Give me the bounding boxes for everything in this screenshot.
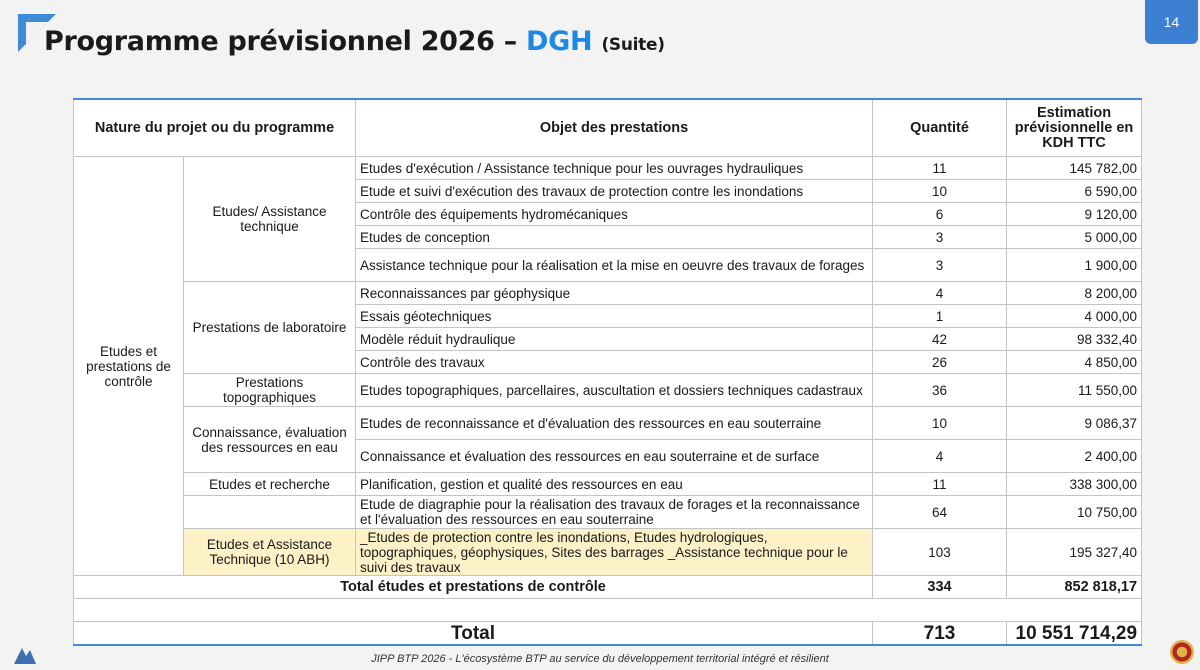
subtotal-row [74, 576, 1142, 599]
qty-cell: 1 [873, 305, 1007, 328]
estimation-cell: 9 120,00 [1007, 203, 1142, 226]
qty-cell: 103 [873, 529, 1007, 576]
group-cell: Prestations topographiques [184, 374, 356, 407]
objet-cell: Assistance technique pour la réalisation et la mise en oeuvre des travaux de forages [356, 249, 873, 282]
program-table [73, 98, 1142, 646]
subtotal-qty: 334 [873, 576, 1007, 599]
header-estimation: Estimation prévisionnelle en KDH TTC [1007, 99, 1142, 157]
estimation-cell: 1 900,00 [1007, 249, 1142, 282]
subtotal-estimation: 852 818,17 [1007, 576, 1142, 599]
spacer-row [74, 599, 1142, 622]
table-header-row [74, 99, 1142, 157]
objet-cell: Etudes de conception [356, 226, 873, 249]
qty-cell: 10 [873, 407, 1007, 440]
estimation-cell: 8 200,00 [1007, 282, 1142, 305]
qty-cell: 42 [873, 328, 1007, 351]
group-cell: Connaissance, évaluation des ressources en eau [184, 407, 356, 473]
header-objet: Objet des prestations [356, 99, 873, 157]
group-cell: Prestations de laboratoire [184, 282, 356, 374]
page-title [44, 26, 665, 57]
estimation-cell: 11 550,00 [1007, 374, 1142, 407]
estimation-cell: 6 590,00 [1007, 180, 1142, 203]
header-nature: Nature du projet ou du programme [74, 99, 356, 157]
category-cell: Etudes et prestations de contrôle [74, 157, 184, 576]
estimation-cell: 195 327,40 [1007, 529, 1142, 576]
objet-cell: Etude de diagraphie pour la réalisation des travaux de forages et la reconnaissance et l'évaluation des ressources en eau souterraine [356, 496, 873, 529]
total-row [74, 622, 1142, 646]
group-cell: Etudes et Assistance Technique (10 ABH) [184, 529, 356, 576]
estimation-cell: 2 400,00 [1007, 440, 1142, 473]
objet-cell: Contrôle des travaux [356, 351, 873, 374]
footer-text: JIPP BTP 2026 - L'écosystème BTP au service du développement territorial intégré et résilient [371, 653, 829, 665]
estimation-cell: 4 000,00 [1007, 305, 1142, 328]
spacer-cell [74, 599, 1142, 622]
estimation-cell: 338 300,00 [1007, 473, 1142, 496]
estimation-cell: 9 086,37 [1007, 407, 1142, 440]
qty-cell: 3 [873, 249, 1007, 282]
objet-cell: Etude et suivi d'exécution des travaux de protection contre les inondations [356, 180, 873, 203]
total-qty: 713 [873, 622, 1007, 646]
qty-cell: 6 [873, 203, 1007, 226]
page-number-badge: 14 [1145, 0, 1198, 44]
header-quantite: Quantité [873, 99, 1007, 157]
title-main: Programme prévisionnel 2026 – [44, 26, 517, 57]
table-row [74, 473, 1142, 496]
objet-cell: Planification, gestion et qualité des ressources en eau [356, 473, 873, 496]
estimation-cell: 4 850,00 [1007, 351, 1142, 374]
qty-cell: 11 [873, 473, 1007, 496]
table-row [74, 282, 1142, 305]
title-suffix: (Suite) [601, 35, 665, 55]
objet-cell: Connaissance et évaluation des ressources en eau souterraine et de surface [356, 440, 873, 473]
qty-cell: 3 [873, 226, 1007, 249]
title-highlight: DGH [526, 26, 593, 57]
objet-cell: Etudes topographiques, parcellaires, auscultation et dossiers techniques cadastraux [356, 374, 873, 407]
table-row [74, 529, 1142, 576]
objet-cell: Contrôle des équipements hydromécaniques [356, 203, 873, 226]
subtotal-label: Total études et prestations de contrôle [74, 576, 873, 599]
qty-cell: 4 [873, 282, 1007, 305]
objet-cell: Etudes d'exécution / Assistance technique pour les ouvrages hydrauliques [356, 157, 873, 180]
qty-cell: 11 [873, 157, 1007, 180]
objet-cell: Essais géotechniques [356, 305, 873, 328]
objet-cell: Reconnaissances par géophysique [356, 282, 873, 305]
royal-emblem-icon [1170, 640, 1194, 664]
total-estimation: 10 551 714,29 [1007, 622, 1142, 646]
qty-cell: 64 [873, 496, 1007, 529]
estimation-cell: 98 332,40 [1007, 328, 1142, 351]
table-row [74, 496, 1142, 529]
total-label: Total [74, 622, 873, 646]
group-cell: Etudes/ Assistance technique [184, 157, 356, 282]
estimation-cell: 145 782,00 [1007, 157, 1142, 180]
group-cell: Etudes et recherche [184, 473, 356, 496]
qty-cell: 26 [873, 351, 1007, 374]
qty-cell: 36 [873, 374, 1007, 407]
objet-cell: Etudes de reconnaissance et d'évaluation des ressources en eau souterraine [356, 407, 873, 440]
objet-cell: Modèle réduit hydraulique [356, 328, 873, 351]
estimation-cell: 5 000,00 [1007, 226, 1142, 249]
group-cell [184, 496, 356, 529]
estimation-cell: 10 750,00 [1007, 496, 1142, 529]
table-row [74, 407, 1142, 440]
qty-cell: 10 [873, 180, 1007, 203]
table-row [74, 157, 1142, 180]
table-row [74, 374, 1142, 407]
qty-cell: 4 [873, 440, 1007, 473]
objet-cell: _Etudes de protection contre les inondations, Etudes hydrologiques, topographiques, géophysiques, Sites des barrages _Assistance technique pour le suivi des travaux [356, 529, 873, 576]
